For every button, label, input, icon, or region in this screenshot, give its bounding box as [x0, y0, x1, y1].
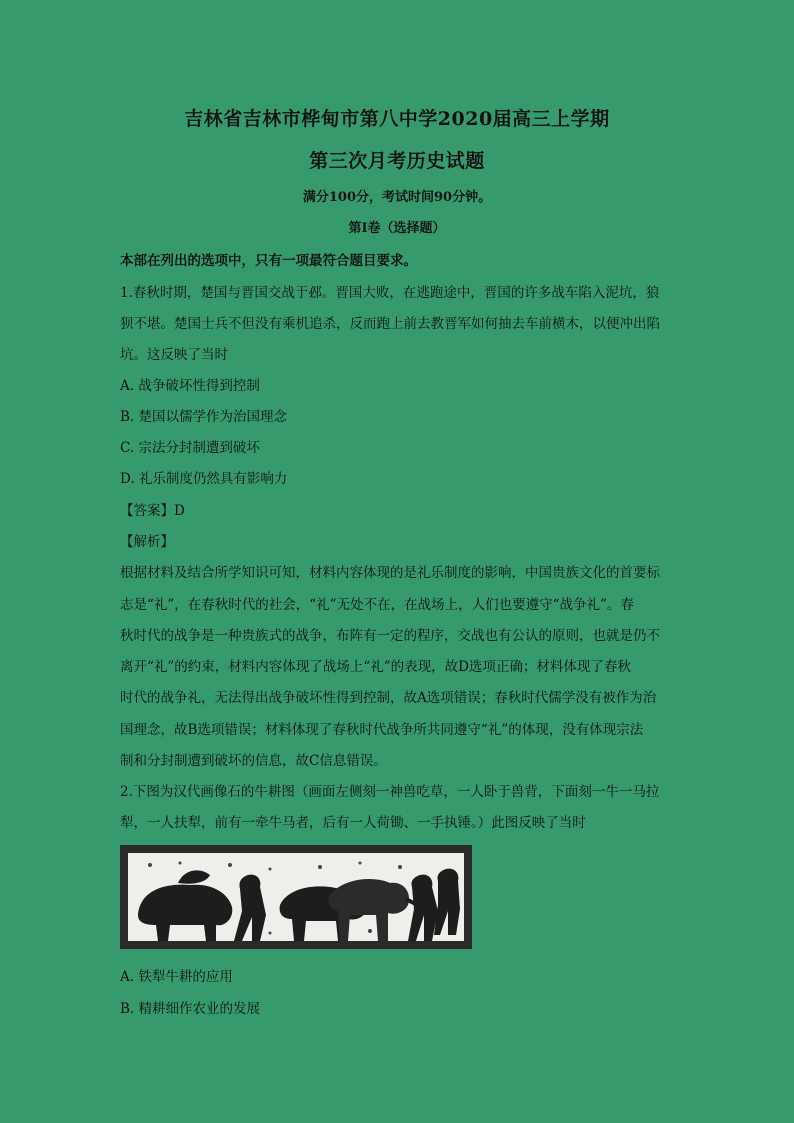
- han-stone-relief-ox-plowing-image: [120, 845, 472, 949]
- q1-stem-line: 狈不堪。楚国士兵不但没有乘机追杀，反而跑上前去教晋军如何抽去车前横木，以便冲出陷: [120, 316, 660, 332]
- q1-analysis-line: 志是“礼”，在春秋时代的社会，“礼”无处不在，在战场上，人们也要遵守“战争礼”。春: [120, 597, 634, 613]
- q1-analysis-label: 【解析】: [120, 534, 174, 550]
- title-line-1: 吉林省吉林市桦甸市第八中学2020届高三上学期: [184, 108, 610, 130]
- q1-option-b: B. 楚国以儒学作为治国理念: [120, 409, 288, 425]
- q2-stem-line: 2.下图为汉代画像石的牛耕图（画面左侧刻一神兽吃草，一人卧于兽背，下面刻一牛一马拉: [120, 784, 660, 800]
- score-info: 满分100分，考试时间90分钟。: [302, 190, 492, 205]
- section-heading: 第Ⅰ卷（选择题）: [348, 221, 446, 236]
- q1-option-a: A. 战争破坏性得到控制: [120, 378, 260, 394]
- q1-analysis-line: 根据材料及结合所学知识可知，材料内容体现的是礼乐制度的影响，中国贵族文化的首要标: [120, 565, 660, 581]
- q1-analysis-line: 国理念，故B选项错误；材料体现了春秋时代战争所共同遵守“礼”的体现，没有体现宗法: [120, 722, 644, 738]
- q1-answer: 【答案】D: [120, 503, 185, 519]
- q1-analysis-line: 秋时代的战争是一种贵族式的战争，布阵有一定的程序，交战也有公认的原则，也就是仍不: [120, 628, 660, 644]
- q1-stem-line: 坑。这反映了当时: [120, 347, 228, 363]
- rubbing-illustration: [120, 845, 472, 949]
- title-line-2: 第三次月考历史试题: [309, 150, 485, 172]
- q2-option-b: B. 精耕细作农业的发展: [120, 1001, 261, 1017]
- instruction: 本部在列出的选项中，只有一项最符合题目要求。: [120, 253, 417, 269]
- q1-option-d: D. 礼乐制度仍然具有影响力: [120, 471, 288, 487]
- q1-option-c: C. 宗法分封制遭到破坏: [120, 440, 260, 456]
- q1-analysis-line: 制和分封制遭到破坏的信息，故C信息错误。: [120, 753, 387, 769]
- q2-stem-line: 犁，一人扶犁，前有一牵牛马者，后有一人荷锄、一手执锤。）此图反映了当时: [120, 815, 586, 831]
- q1-analysis-line: 离开“礼”的约束，材料内容体现了战场上“礼”的表现，故D选项正确；材料体现了春秋: [120, 659, 631, 675]
- q1-stem-line: 1.春秋时期，楚国与晋国交战于邲。晋国大败，在逃跑途中，晋国的许多战车陷入泥坑，狼: [120, 285, 660, 301]
- q2-option-a: A. 铁犁牛耕的应用: [120, 969, 233, 985]
- q1-analysis-line: 时代的战争礼，无法得出战争破坏性得到控制，故A选项错误；春秋时代儒学没有被作为治: [120, 690, 657, 706]
